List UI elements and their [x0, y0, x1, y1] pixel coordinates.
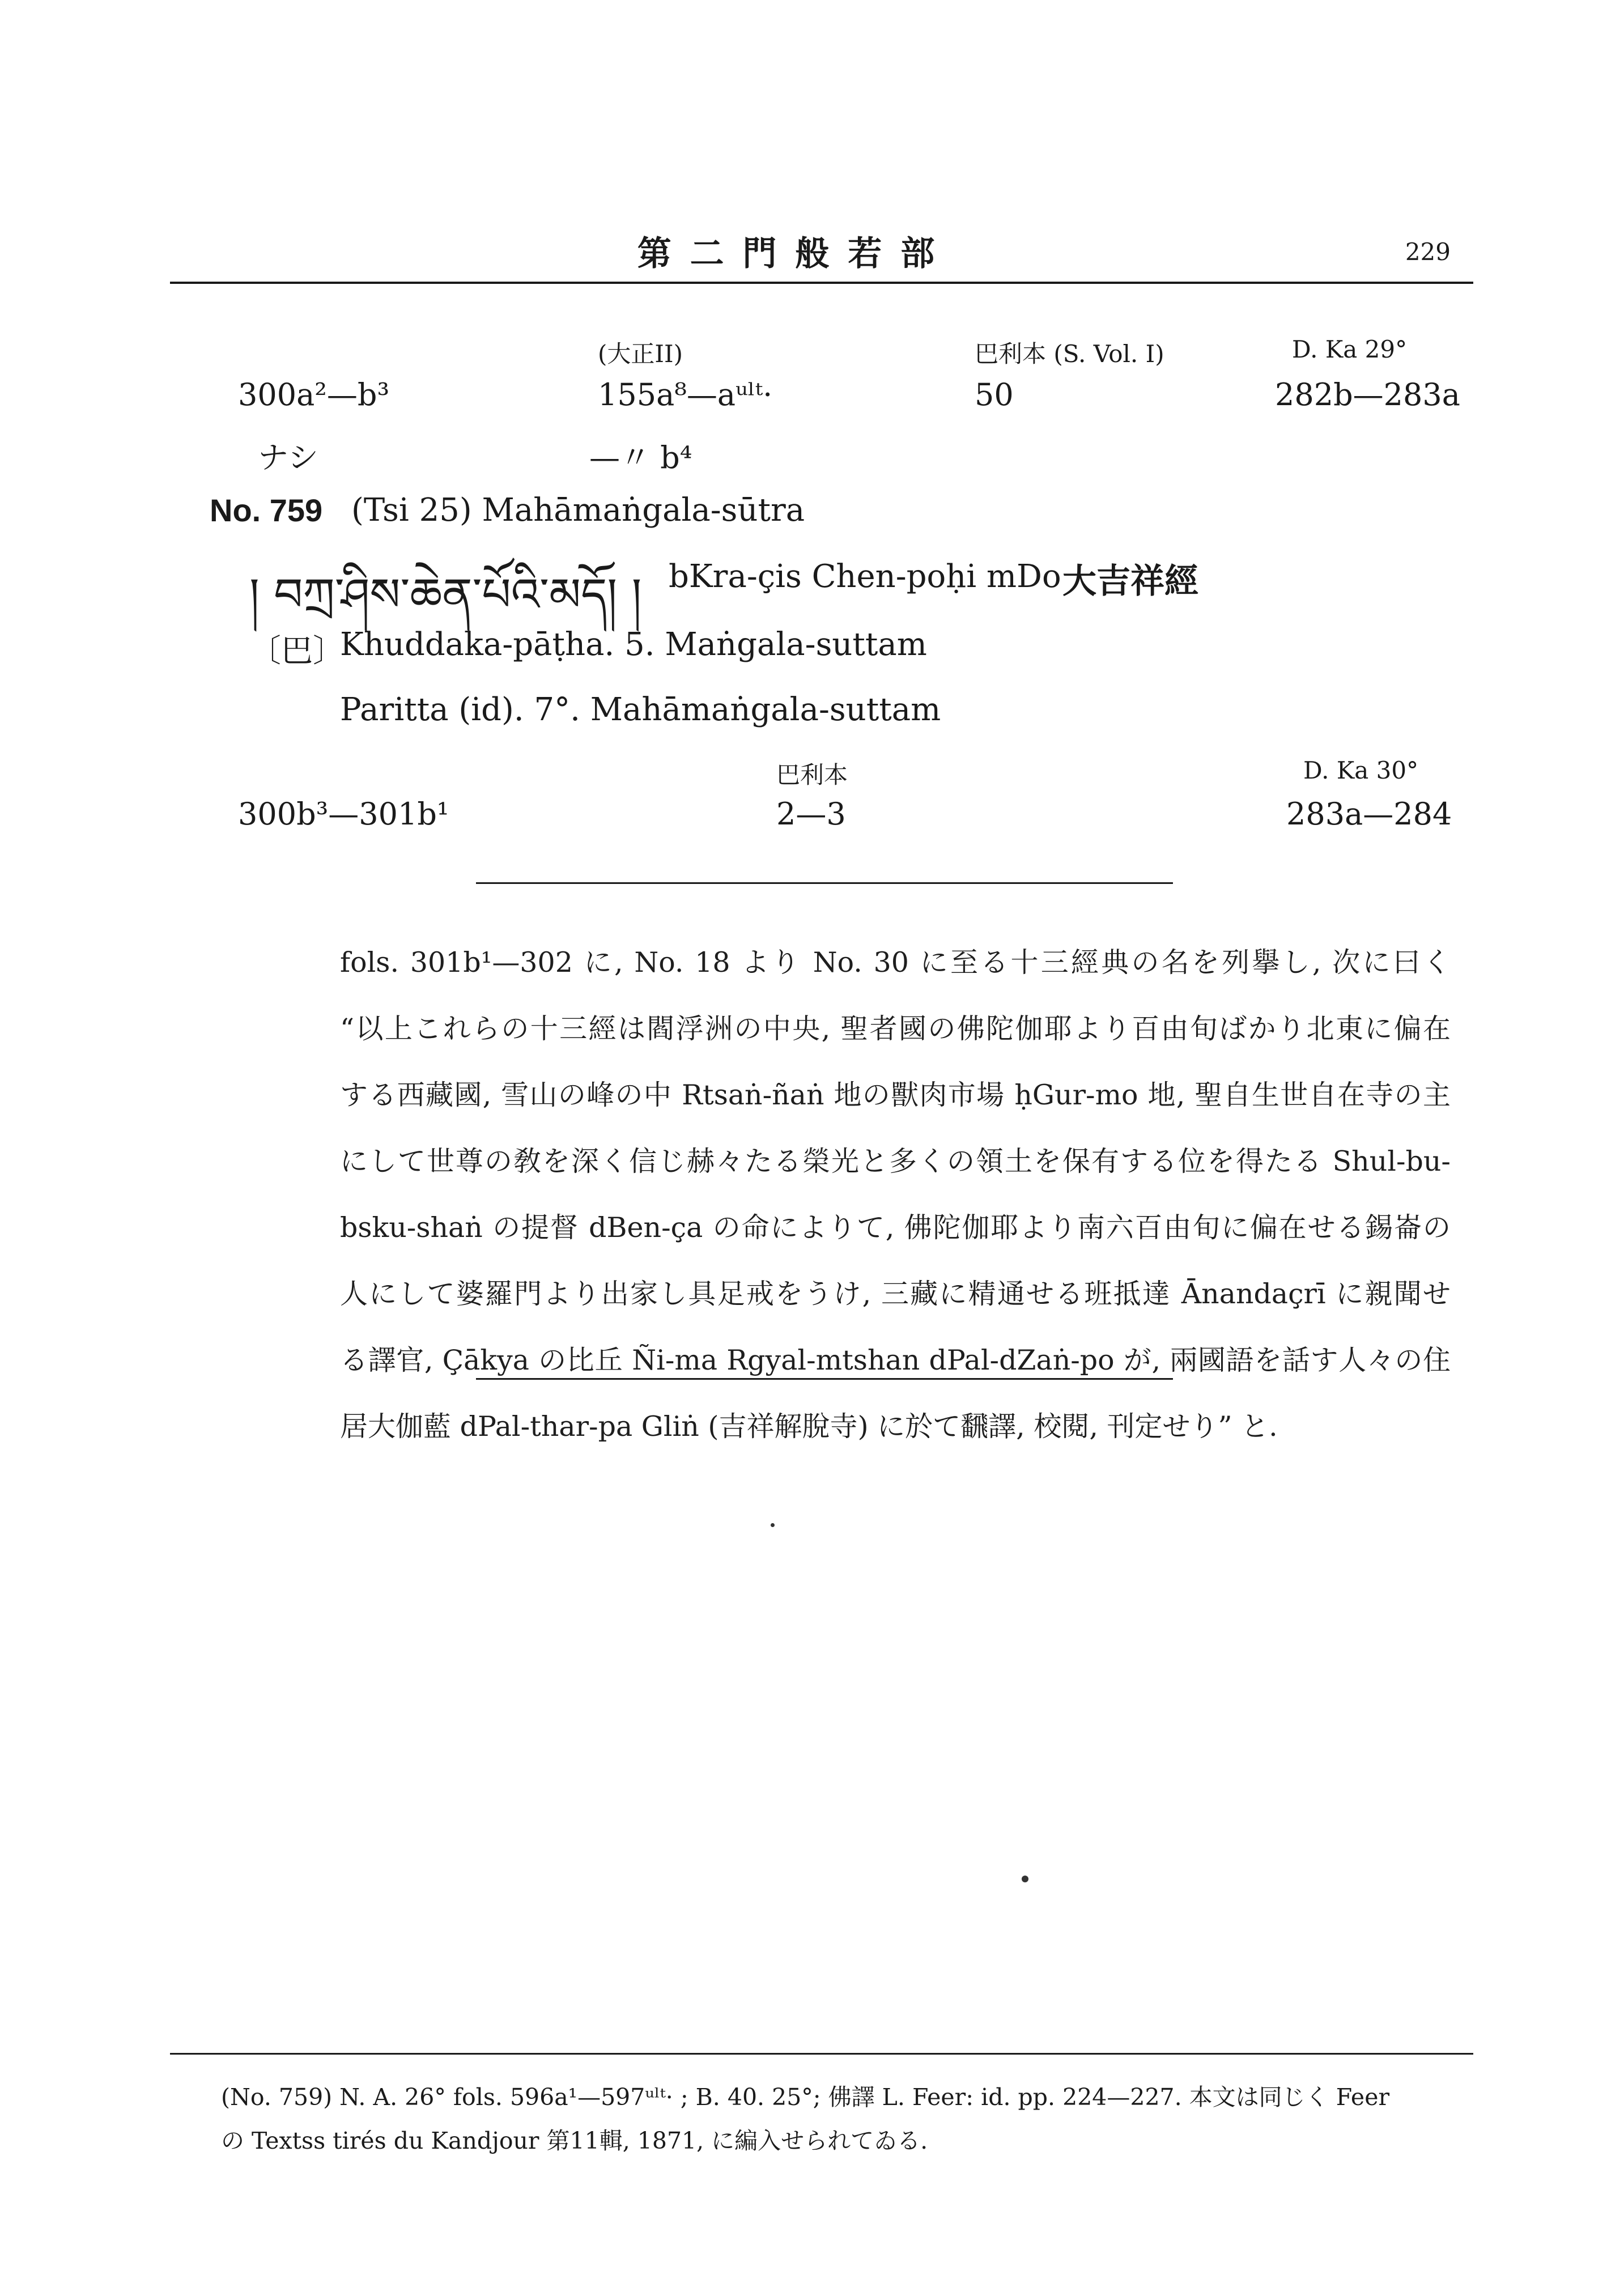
- print-speck: [771, 1523, 775, 1527]
- table2-col3-label: 巴利本: [776, 761, 848, 789]
- header-rule: [170, 282, 1473, 284]
- tibetan-transliteration: bKra-çis Chen-poḥi mDo: [669, 558, 1061, 595]
- pali-source-2: Paritta (id). 7°. Mahāmaṅgala-suttam: [340, 691, 941, 728]
- body-line: る譯官, Çākya の比丘 Ñi-ma Rgyal-mtshan dPal-dZaṅ-po が, 兩國語を話す人々の住: [340, 1344, 1451, 1376]
- pali-marker: 〔巴〕: [249, 633, 345, 670]
- table1-row1-c4: 282b—283a: [1275, 377, 1460, 413]
- body-line: にして世尊の敎を深く信じ赫々たる榮光と多くの領土を保有する位を得たる Shul-bu-: [340, 1145, 1451, 1177]
- body-line: 居大伽藍 dPal-thar-pa Gliṅ (吉祥解脫寺) に於て飜譯, 校閱, 刊定せり” と.: [340, 1410, 1278, 1443]
- table2-row1-c4: 283a—284: [1286, 796, 1452, 832]
- entry-sutra-title: (Tsi 25) Mahāmaṅgala-sūtra: [351, 492, 805, 529]
- tibetan-title: ། བཀྲ་ཤིས་ཆེན་པོའི་མདོ། །: [249, 568, 642, 621]
- table1-row1-c2: 155a⁸—aᵘˡᵗ·: [598, 377, 773, 413]
- table2-row1-c1: 300b³—301b¹: [238, 796, 449, 832]
- table2-col4-label: D. Ka 30°: [1303, 756, 1419, 784]
- section-rule-top: [476, 882, 1173, 884]
- section-rule-bottom: [476, 1378, 1173, 1380]
- body-line: bsku-shaṅ の提督 dBen-ça の命によりて, 佛陀伽耶より南六百由旬に偏在せる錫崙の: [340, 1211, 1451, 1244]
- entry-number: No. 759: [210, 492, 323, 528]
- table1-col3-label: 巴利本 (S. Vol. I): [975, 340, 1164, 368]
- print-speck: [1022, 1876, 1028, 1882]
- table2-row1-c3: 2—3: [776, 796, 846, 832]
- body-line: 人にして婆羅門より出家し具足戒をうけ, 三藏に精通せる班抵達 Ānandaçrī に親聞せ: [340, 1278, 1451, 1310]
- table1-row2-c1: ナシ: [258, 440, 318, 475]
- body-line: “以上これらの十三經は閻浮洲の中央, 聖者國の佛陀伽耶より百由旬ばかり北東に偏在: [340, 1013, 1451, 1045]
- footnote-line-2: の Textss tirés du Kandjour 第11輯, 1871, に編入せられてゐる.: [221, 2127, 928, 2154]
- footnote-line-1: (No. 759) N. A. 26° fols. 596a¹—597ᵘˡᵗ· ; B. 40. 25°; 佛譯 L. Feer: id. pp. 224—227. 本文は同じく Feer: [221, 2084, 1390, 2111]
- body-line: する西藏國, 雪山の峰の中 Rtsaṅ-ñaṅ 地の獸肉市場 ḥGur-mo 地, 聖自生世自在寺の主: [340, 1079, 1451, 1111]
- page-number: 229: [1405, 238, 1451, 266]
- page-title: 第 二 門 般 若 部: [637, 234, 938, 274]
- table1-row1-c1: 300a²—b³: [238, 377, 390, 413]
- body-line: fols. 301b¹—302 に, No. 18 より No. 30 に至る十三經典の名を列擧し, 次に曰く: [340, 946, 1451, 979]
- footnote-rule: [170, 2053, 1473, 2055]
- table1-row2-c2: —〃 b⁴: [589, 440, 692, 475]
- japanese-title: 大吉祥經: [1062, 562, 1198, 601]
- table1-row1-c3: 50: [975, 377, 1014, 413]
- body-paragraph: [340, 929, 1451, 1460]
- pali-source-1: Khuddaka-pāṭha. 5. Maṅgala-suttam: [340, 626, 927, 663]
- table1-col2-label: (大正II): [598, 340, 683, 368]
- table1-col4-label: D. Ka 29°: [1292, 335, 1408, 363]
